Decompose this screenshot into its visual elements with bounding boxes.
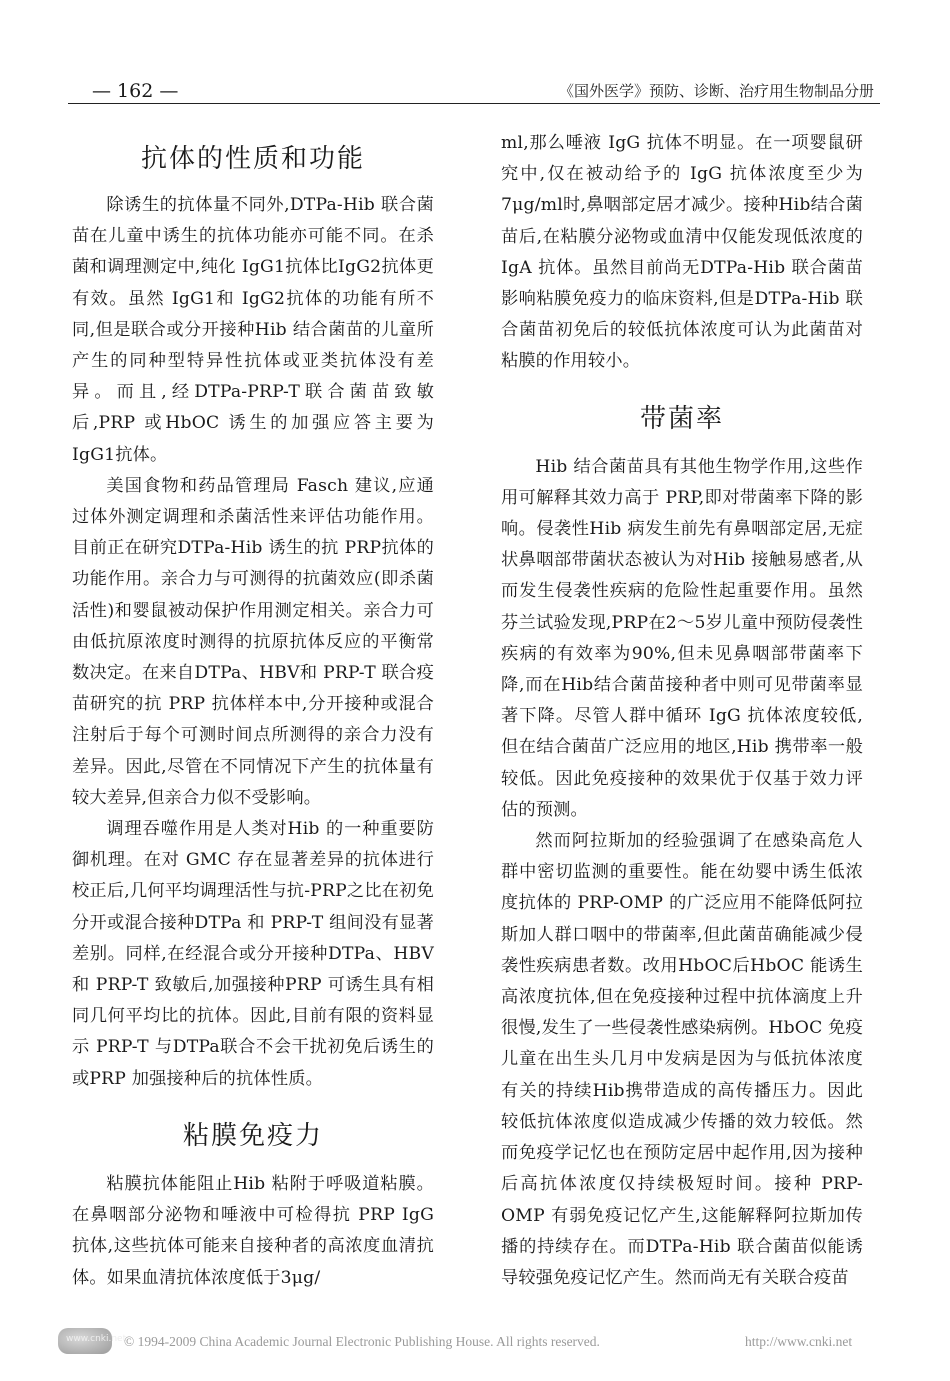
header-rule <box>68 103 880 104</box>
section-heading-antibody-properties: 抗体的性质和功能 <box>140 144 365 174</box>
running-title: 《国外医学》预防、诊断、治疗用生物制品分册 <box>558 82 874 100</box>
section-heading-mucosal-immunity: 粘膜免疫力 <box>182 1120 323 1151</box>
right-column <box>501 128 863 1294</box>
footer <box>0 1326 950 1362</box>
paragraph: 除诱生的抗体量不同外,DTPa-Hib 联合菌苗在儿童中诱生的抗体功能亦可能不同。在杀菌和调理测定中,纯化 IgG1抗体比IgG2抗体更有效。虽然 IgG1和 IgG2抗体的功能有所不同,但是联合或分开接种Hib 结合菌苗的儿童所产生的同种型特异性抗体或亚类抗体没有差异。而且,经DTPa-PRP-T联合菌苗致敏后,PRP 或HbOC 诱生的加强应答主要为 IgG1抗体。 <box>72 195 434 465</box>
copyright-text: © 1994-2009 China Academic Journal Electronic Publishing House. All rights reserved. <box>124 1334 600 1349</box>
page-number: — 162 — <box>92 80 179 102</box>
paragraph-continued: ml,那么唾液 IgG 抗体不明显。在一项婴鼠研究中,仅在被动给予的 IgG 抗体浓度至少为7μg/ml时,鼻咽部定居才减少。接种Hib结合菌苗后,在粘膜分泌物或血清中仅能发现低浓度的 IgA 抗体。虽然目前尚无DTPa-Hib 联合菌苗影响粘膜免疫力的临床资料,但是DTPa-Hib 联合菌苗初免后的较低抗体浓度可认为此菌苗对粘膜的作用较小。 <box>501 133 863 372</box>
cnki-link[interactable]: http://www.cnki.net <box>745 1334 853 1349</box>
paragraph: 粘膜抗体能阻止Hib 粘附于呼吸道粘膜。在鼻咽部分泌物和唾液中可检得抗 PRP IgG 抗体,这些抗体可能来自接种者的高浓度血清抗体。如果血清抗体浓度低于3μg/ <box>72 1173 434 1288</box>
paragraph: Hib 结合菌苗具有其他生物学作用,这些作用可解释其效力高于 PRP,即对带菌率下降的影响。侵袭性Hib 病发生前先有鼻咽部定居,无症状鼻咽部带菌状态被认为对Hib 接触易感者,从而发生侵袭性疾病的危险性起重要作用。虽然芬兰试验发现,PRP在2～5岁儿童中预防侵袭性疾病的有效率为90%,但未见鼻咽部带菌率下降,而在Hib结合菌苗接种者中则可见带菌率显著下降。尽管人群中循环 IgG 抗体浓度较低,但在结合菌苗广泛应用的地区,Hib 携带率一般较低。因此免疫接种的效果优于仅基于效力评估的预测。 <box>501 456 863 820</box>
left-column <box>72 128 434 1294</box>
paragraph: 然而阿拉斯加的经验强调了在感染高危人群中密切监测的重要性。能在幼婴中诱生低浓度抗体的 PRP-OMP 的广泛应用不能降低阿拉斯加人群口咽中的带菌率,但此菌苗确能减少侵袭性疾病患者数。改用HbOC后HbOC 能诱生高浓度抗体,但在免疫接种过程中抗体滴度上升很慢,发生了一些侵袭性感染病例。HbOC 免疫儿童在出生头几月中发病是因为与低抗体浓度有关的持续Hib携带造成的高传播压力。因此较低抗体浓度似造成减少传播的效力较低。然而免疫学记忆也在预防定居中起作用,因为接种后高抗体浓度仅持续极短时间。接种 PRP-OMP 有弱免疫记忆产生,这能解释阿拉斯加传播的持续存在。而DTPa-Hib 联合菌苗似能诱导较强免疫记忆产生。然而尚无有关联合疫苗 <box>501 831 863 1288</box>
paragraph: 美国食物和药品管理局 Fasch 建议,应通过体外测定调理和杀菌活性来评估功能作用。目前正在研究DTPa-Hib 诱生的抗 PRP抗体的功能作用。亲合力与可测得的抗菌效应(即杀菌活性)和婴鼠被动保护作用测定相关。亲合力可由低抗原浓度时测得的抗原抗体反应的平衡常数决定。在来自DTPa、HBV和 PRP-T 联合疫苗研究的抗 PRP 抗体样本中,分开接种或混合注射后于每个可测时间点所测得的亲合力没有差异。因此,尽管在不同情况下产生的抗体量有较大差异,但亲合力似不受影响。 <box>72 475 434 808</box>
section-heading-carriage-rate: 带菌率 <box>639 403 724 434</box>
logo-text: www.cnki.net <box>66 1334 127 1344</box>
paragraph: 调理吞噬作用是人类对Hib 的一种重要防御机理。在对 GMC 存在显著差异的抗体进行校正后,几何平均调理活性与抗-PRP之比在初免分开或混合接种DTPa 和 PRP-T 组间没有显著差别。同样,在经混合或分开接种DTPa、HBV 和 PRP-T 致敏后,加强接种PRP 可诱生具有相同几何平均比的抗体。因此,目前有限的资料显示 PRP-T 与DTPa联合不会干扰初免后诱生的或PRP 加强接种后的抗体性质。 <box>72 819 434 1089</box>
